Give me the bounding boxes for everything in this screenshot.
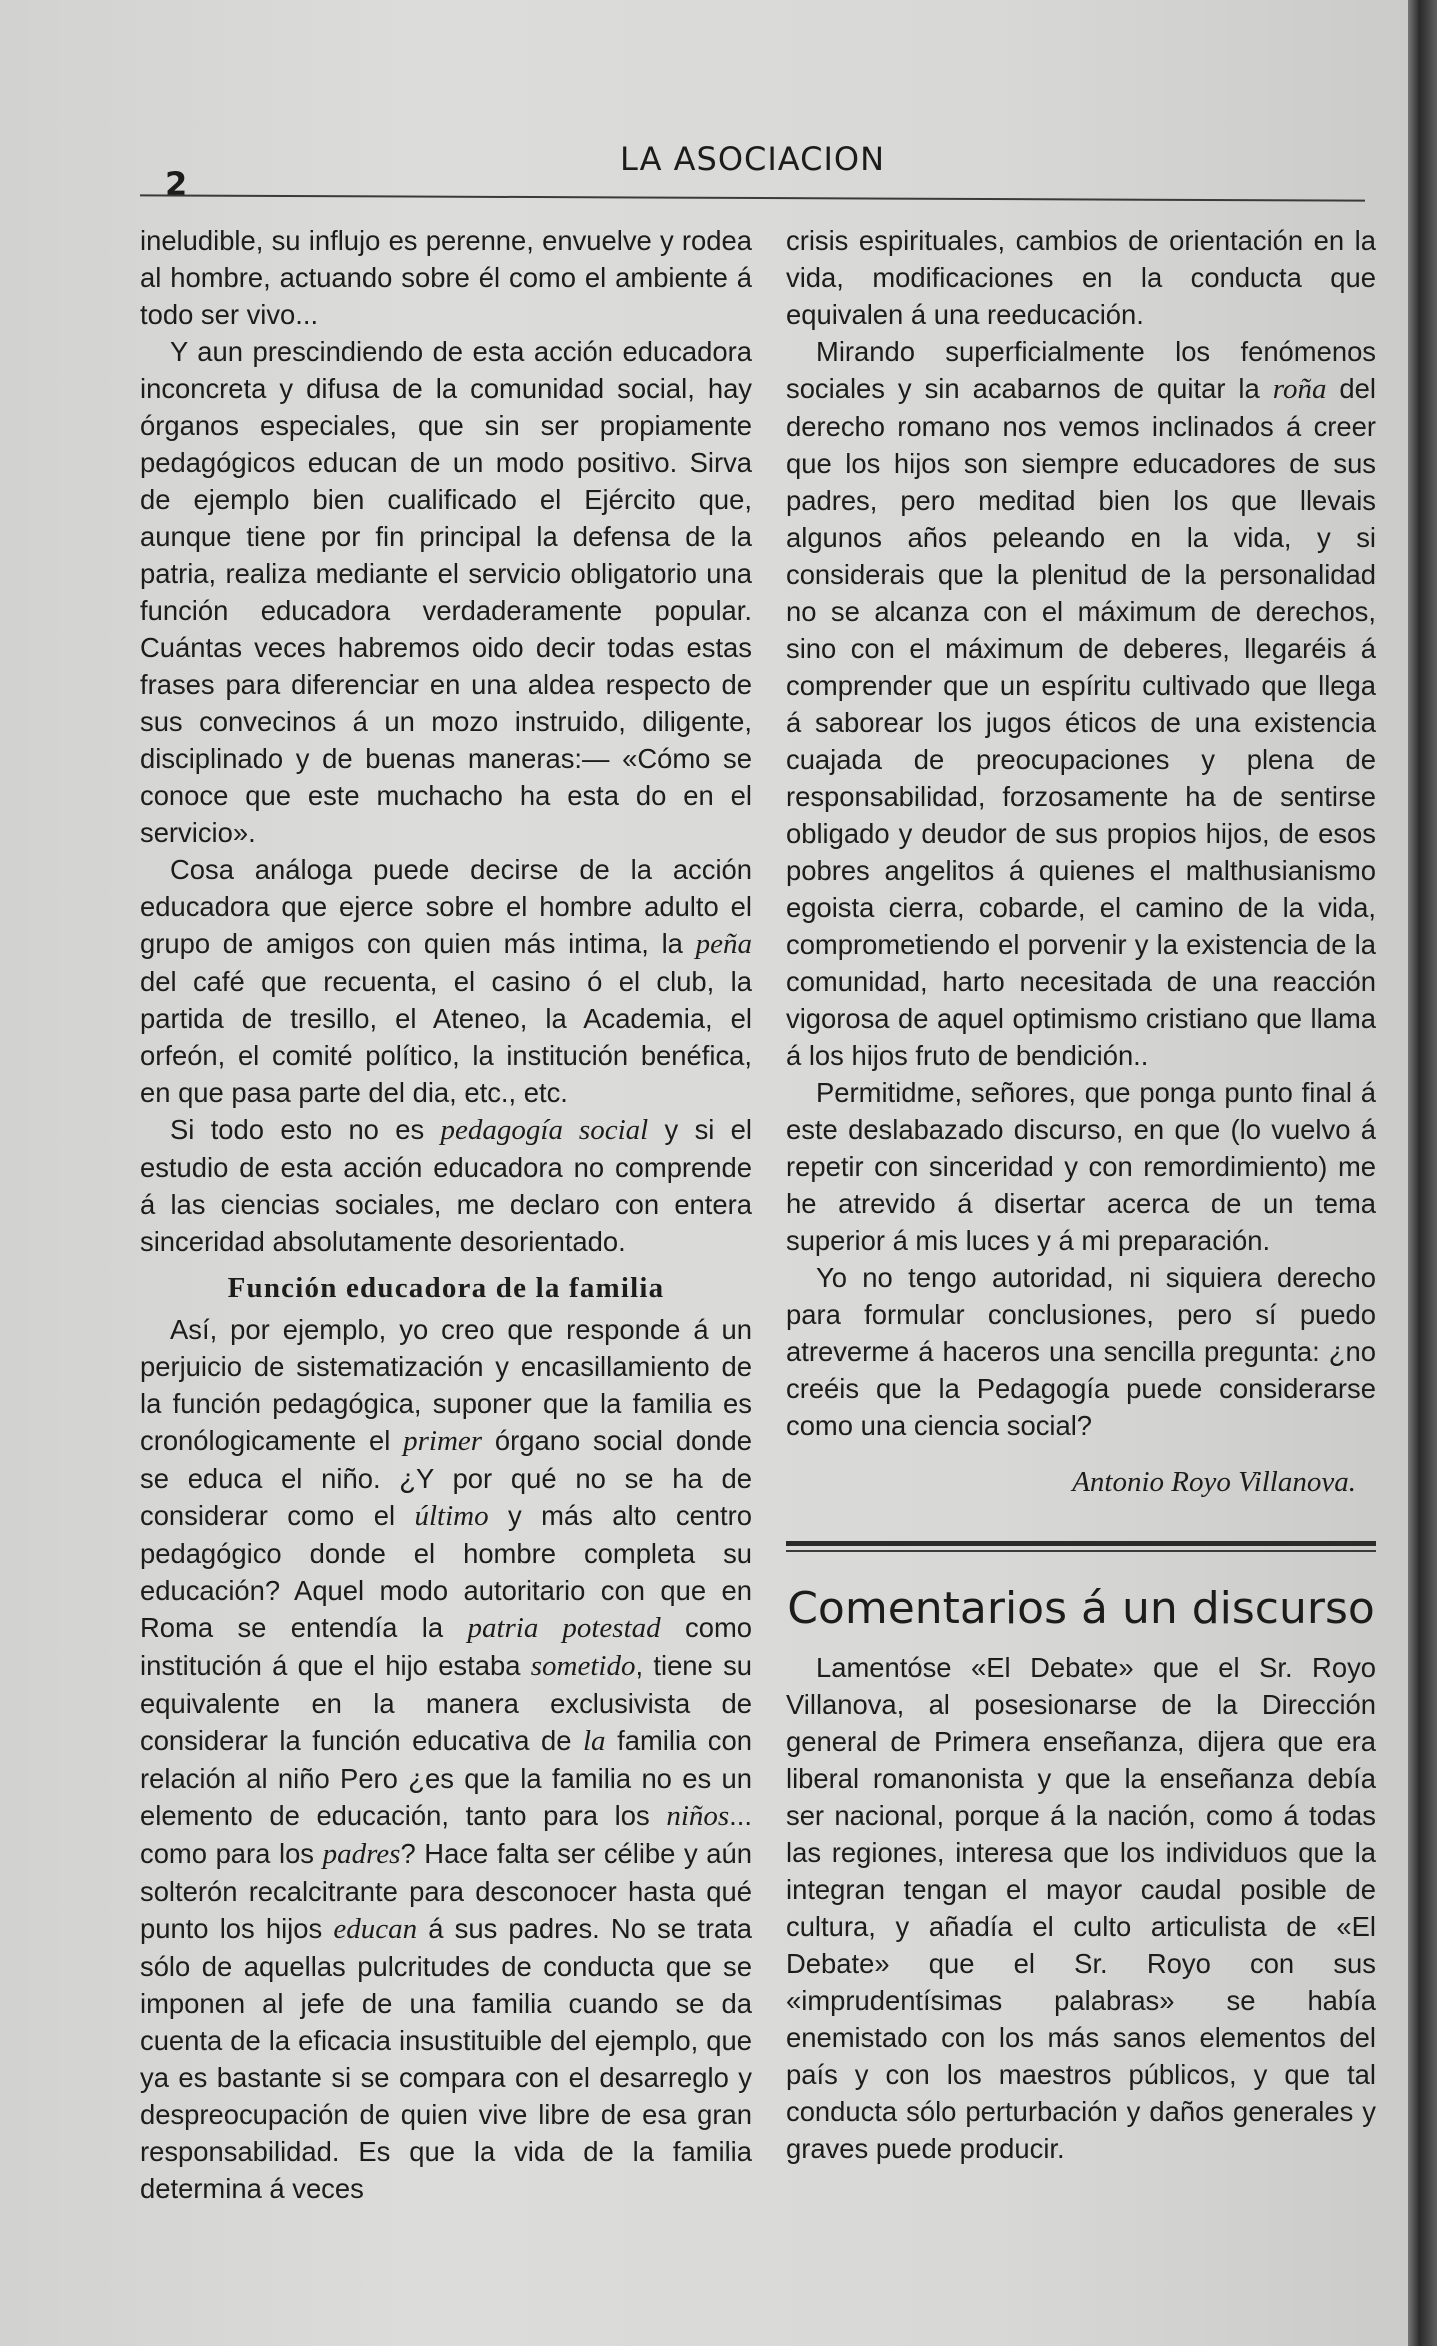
paragraph <box>140 222 752 333</box>
text-run: Cosa análoga puede decirse de la acción educadora que ejerce sobre el hombre adulto el grupo de amigos con quien más intima, la <box>140 854 752 959</box>
text-run: Permitidme, señores, que ponga punto final á este deslabazado discurso, en que (lo vuelvo á repetir con sinceridad y con remordimiento) me he atrevido á disertar acerca de un tema superior á mis luces y á mi preparación. <box>786 1077 1376 1256</box>
paragraph <box>140 851 752 1111</box>
text-run: Así, por ejemplo, yo creo que responde á un perjuicio de sistematización y encasillamiento de la función pedagógica, suponer que la familia es cronólogicamente el <box>140 1314 752 1456</box>
text-run: del café que recuenta, el casino ó el club, la partida de tresillo, el Ateneo, la Academia, el orfeón, el comité político, la institución benéfica, en que pasa parte del dia, etc., etc. <box>140 966 752 1108</box>
text-run: Y aun prescindiendo de esta acción educadora inconcreta y difusa de la comunidad social, hay órganos especiales, que sin ser propiamente pedagógicos educan de un modo positivo. Sirva de ejemplo bien cualificado el Ejército que, aunque tiene por fin principal la defensa de la patria, realiza mediante el servicio obligatorio una función educadora verdaderamente popular. Cuántas veces habremos oido decir todas estas frases para diferenciar en una aldea respecto de sus convecinos á un mozo instruido, diligente, disciplinado y de buenas maneras:— «Cómo se conoce que este muchacho ha esta do en el servicio». <box>140 336 752 848</box>
right-column <box>786 222 1376 2167</box>
paragraph <box>786 222 1376 333</box>
text-run: Si todo esto no es <box>170 1114 441 1145</box>
text-run: y más alto centro pedagógico donde el hombre completa su educación? Aquel modo autoritario con que en Roma se entendía la <box>140 1500 752 1643</box>
header-rule <box>140 194 1365 201</box>
italic-run: primer <box>403 1425 483 1457</box>
paragraph <box>786 1649 1376 2167</box>
italic-run: niños <box>666 1800 730 1832</box>
italic-run: último <box>414 1500 489 1532</box>
text-run: Lamentóse «El Debate» que el Sr. Royo Villanova, al posesionarse de la Dirección general de Primera enseñanza, dijera que era liberal romanonista y que la enseñanza debía ser nacional, porque á la nación, como á todas las regiones, interesa que los individuos que la integran tengan el mayor caudal posible de cultura, y añadía el culto articulista de «El Debate» que el Sr. Royo con sus «imprudentísimas palabras» se había enemistado con los más sanos elementos del país y con los maestros públicos, y que tal conducta sólo perturbación y daños generales y graves puede producir. <box>786 1652 1376 2164</box>
text-run: á sus padres. No se trata sólo de aquellas pulcritudes de conducta que se imponen al jefe de una familia cuando se da cuenta de la eficacia insustituible del ejemplo, que ya es bastante si se compara con el desarreglo y despreocupación de quien vive libre de esa gran responsabilidad. Es que la vida de la familia determina á veces <box>140 1913 752 2204</box>
text-run: y si el estudio de esta acción educadora no comprende á las ciencias sociales, me declaro con entera sinceridad absolutamente desorientado. <box>140 1114 753 1257</box>
page-edge-shadow <box>1408 0 1437 2346</box>
left-column <box>140 222 752 2207</box>
italic-run: peña <box>695 928 752 960</box>
text-run: ? Hace falta ser célibe y aún solterón recalcitrante para desconocer hasta qué punto los hijos <box>140 1838 752 1944</box>
page-header <box>140 135 1365 203</box>
paragraph <box>140 333 752 851</box>
paragraph <box>140 1311 752 2207</box>
text-run: órgano social donde se educa el niño. ¿Y por qué no se ha de considerar como el <box>140 1425 752 1531</box>
divider-thick-line <box>786 1541 1376 1546</box>
italic-run: patria potestad <box>467 1612 661 1644</box>
italic-run: sometido <box>530 1650 636 1682</box>
italic-run: roña <box>1272 373 1327 405</box>
article-headline: Comentarios á un discurso <box>787 1583 1375 1634</box>
text-run: Yo no tengo autoridad, ni siquiera derecho para formular conclusiones, pero sí puedo atreverme á haceros una sencilla pregunta: ¿no creéis que la Pedagogía puede considerarse como una ciencia social? <box>786 1262 1376 1441</box>
paragraph <box>786 1259 1376 1444</box>
text-run: del derecho romano nos vemos inclinados á creer que los hijos son siempre educadores de sus padres, pero meditad bien los que llevais algunos años peleando en la vida, y si considerais que la plenitud de la personalidad no se alcanza con el máximum de derechos, sino con el máximum de deberes, llegaréis á comprender que un espíritu cultivado que llega á saborear los jugos éticos de una existencia cuajada de preocupaciones y plena de responsabilidad, forzosamente ha de sentirse obligado y deudor de sus propios hijos, de esos pobres angelitos á quienes el malthusianismo egoista cierra, cobarde, el camino de la vida, comprometiendo el porvenir y la existencia de la comunidad, harto necesitada de una reacción vigorosa de aquel optimismo cristiano que llama á los hijos fruto de bendición.. <box>786 373 1376 1071</box>
paragraph <box>140 1111 752 1260</box>
italic-run: pedagogía social <box>440 1114 649 1146</box>
text-run: crisis espirituales, cambios de orientación en la vida, modificaciones en la conducta que equivalen á una reeducación. <box>786 225 1376 330</box>
text-run: ... como para los <box>140 1800 752 1869</box>
text-run: familia con relación al niño Pero ¿es que la familia no es un elemento de educación, tanto para los <box>140 1725 752 1831</box>
text-run: como institución á que el hijo estaba <box>140 1612 753 1681</box>
text-run: Mirando superficialmente los fenómenos sociales y sin acabarnos de quitar la <box>786 336 1376 404</box>
divider-thin-line <box>786 1550 1376 1552</box>
italic-run: padres <box>322 1838 401 1870</box>
text-run: , tiene su equivalente en la manera exclusivista de considerar la función educativa de <box>140 1650 753 1756</box>
text-run: ineludible, su influjo es perenne, envuelve y rodea al hombre, actuando sobre él como el ambiente á todo ser vivo... <box>140 225 752 330</box>
running-title: LA ASOCIACION <box>620 140 886 178</box>
article-divider <box>786 1541 1376 1552</box>
italic-run: educan <box>333 1913 418 1945</box>
paragraph <box>786 333 1376 1074</box>
author-signature: Antonio Royo Villanova. <box>1072 1466 1356 1498</box>
paragraph <box>786 1074 1376 1259</box>
page-number: 2 <box>165 165 188 203</box>
italic-run: la <box>583 1725 606 1757</box>
section-heading: Función educadora de la familia <box>227 1272 665 1304</box>
